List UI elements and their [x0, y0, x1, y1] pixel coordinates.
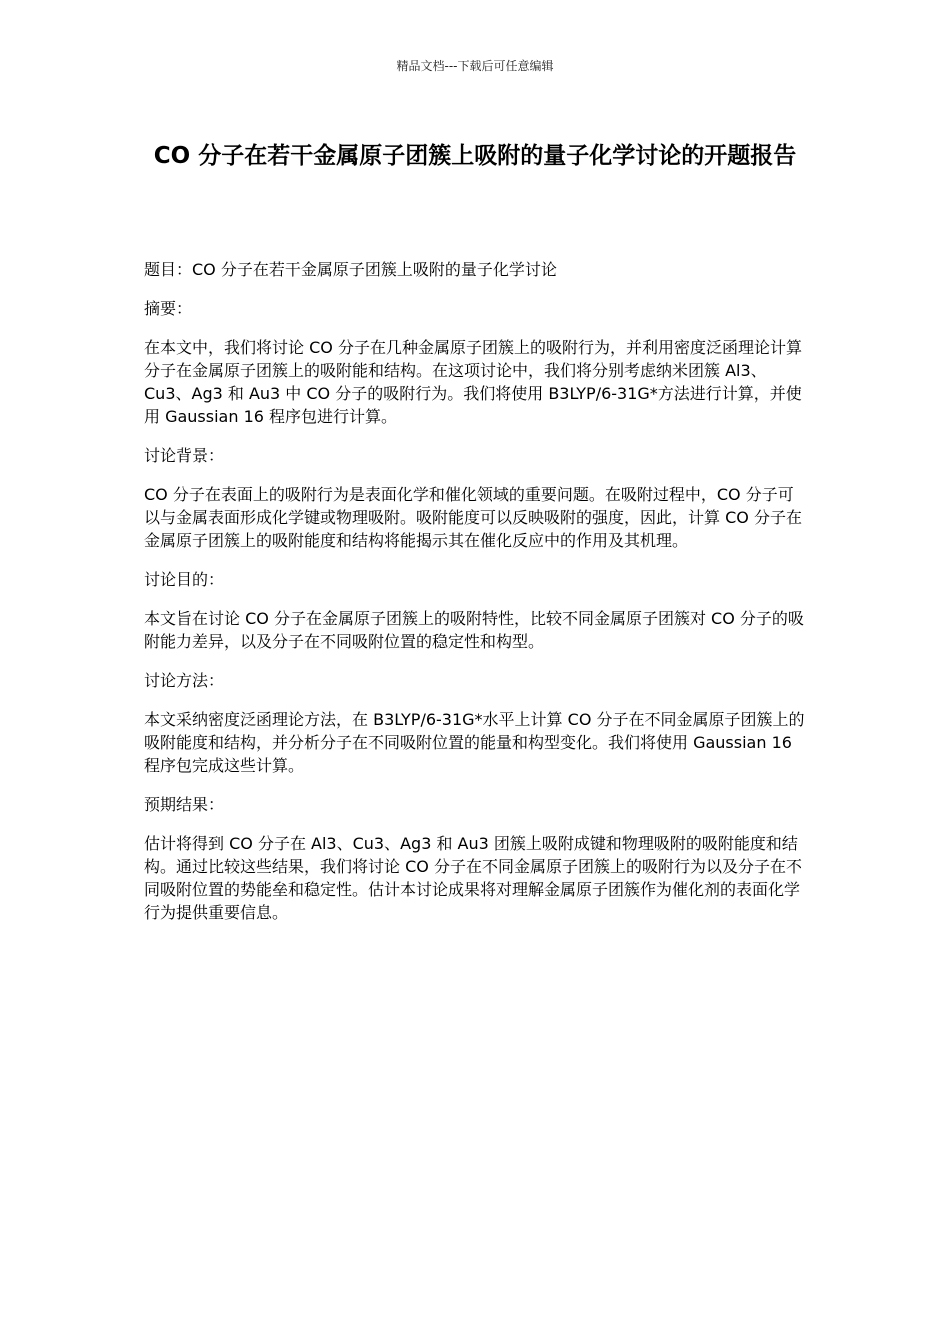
header-note: 精品文档---下载后可任意编辑 [396, 59, 554, 73]
section-label-purpose: 讨论目的： [144, 570, 225, 589]
section-label-method: 讨论方法： [144, 671, 225, 690]
section-body-purpose: 本文旨在讨论 CO 分子在金属原子团簇上的吸附特性，比较不同金属原子团簇对 CO 分子的吸附能力差异，以及分子在不同吸附位置的稳定性和构型。 [144, 609, 804, 651]
document-title: CO 分子在若干金属原子团簇上吸附的量子化学讨论的开题报告 [153, 143, 797, 169]
section-body-expected-results: 估计将得到 CO 分子在 Al3、Cu3、Ag3 和 Au3 团簇上吸附成键和物理吸附的吸附能度和结构。通过比较这些结果，我们将讨论 CO 分子在不同金属原子团簇上的吸附行为以及分子在不同吸附位置的势能垒和稳定性。估计本讨论成果将对理解金属原子团簇作为催化剂的表面化学行为提供重要信息。 [144, 834, 802, 922]
section-body-method: 本文采纳密度泛函理论方法，在 B3LYP/6-31G*水平上计算 CO 分子在不同金属原子团簇上的吸附能度和结构，并分析分子在不同吸附位置的能量和构型变化。我们将使用 Gaussian 16 程序包完成这些计算。 [144, 710, 805, 775]
section-body-background: CO 分子在表面上的吸附行为是表面化学和催化领域的重要问题。在吸附过程中，CO 分子可以与金属表面形成化学键或物理吸附。吸附能度可以反映吸附的强度，因此，计算 CO 分子在金属原子团簇上的吸附能度和结构将能揭示其在催化反应中的作用及其机理。 [144, 485, 802, 550]
section-label-abstract: 摘要： [144, 299, 193, 318]
section-label-background: 讨论背景： [144, 446, 225, 465]
document-body [144, 258, 806, 940]
section-label-expected-results: 预期结果： [144, 795, 225, 814]
subject-line: 题目：CO 分子在若干金属原子团簇上吸附的量子化学讨论 [144, 260, 557, 279]
section-body-abstract: 在本文中，我们将讨论 CO 分子在几种金属原子团簇上的吸附行为，并利用密度泛函理论计算分子在金属原子团簇上的吸附能和结构。在这项讨论中，我们将分别考虑纳米团簇 Al3、Cu3、Ag3 和 Au3 中 CO 分子的吸附行为。我们将使用 B3LYP/6-31G*方法进行计算，并使用 Gaussian 16 程序包进行计算。 [144, 338, 802, 426]
